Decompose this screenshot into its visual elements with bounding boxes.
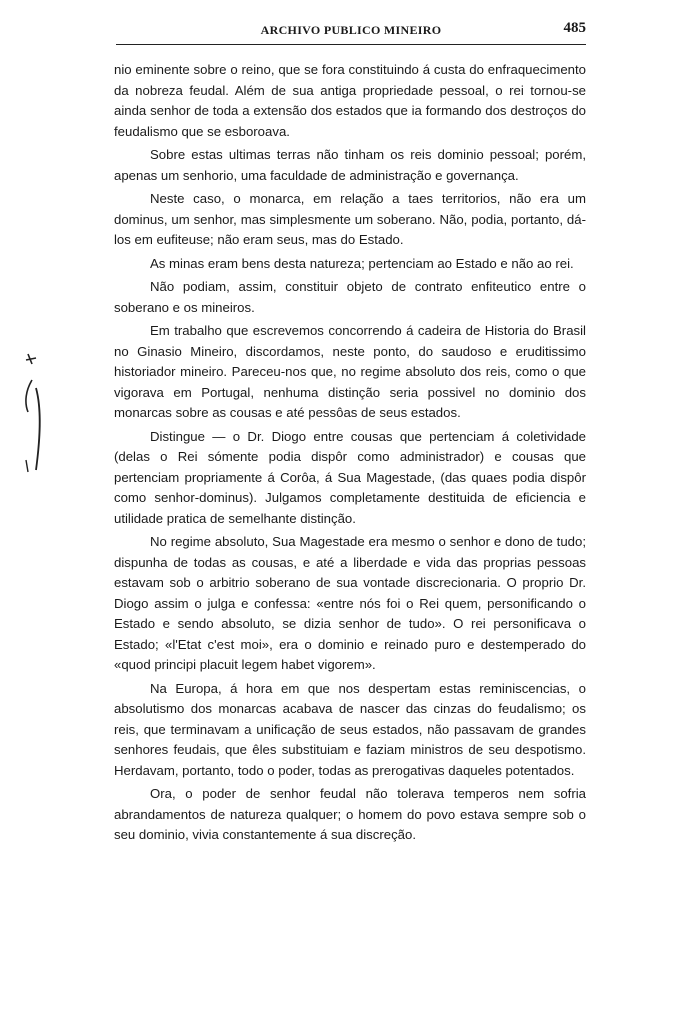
- paragraph: Ora, o poder de senhor feudal não tolerava temperos nem sofria abrandamentos de natureza qualquer; o homem do povo estava sempre sob o seu dominio, vivia constantemente á sua discreção.: [114, 786, 586, 842]
- paragraph: Não podiam, assim, constituir objeto de contrato enfiteutico entre o soberano e os mineiros.: [114, 279, 586, 315]
- paragraph: Na Europa, á hora em que nos despertam estas reminiscencias, o absolutismo dos monarcas acabava de nascer das cinzas do feudalismo; os reis, que terminavam a unificação de seus estados, não passavam de grandes senhores feudais, que êles substituiam e faziam ministros de seu despotismo. Herdavam, portanto, todo o poder, todas as prerogativas daqueles potentados.: [114, 680, 586, 778]
- page-number: 485: [563, 20, 586, 36]
- handwritten-bracket-mark-icon: [18, 350, 48, 480]
- page-header: [116, 20, 586, 45]
- paragraph: Distingue — o Dr. Diogo entre cousas que pertenciam á coletividade (delas o Rei sómente podia dispôr como administrador) e cousas que pertenciam propriamente á Corôa, á Sua Magestade, (das quaes podia dispôr como senhor-dominus). Julgamos completamente destituida de eficiencia e utilidade pratica de semelhante distinção.: [114, 428, 586, 526]
- paragraph: Em trabalho que escrevemos concorrendo á cadeira de Historia do Brasil no Ginasio Mineiro, discordamos, neste ponto, do saudoso e eruditissimo historiador mineiro. Pareceu-nos que, no regime absoluto dos reis, como o que vigorava em Portugal, nenhuma distinção seria possivel no dominio dos monarcas sobre as cousas e até pessôas de seus estados.: [114, 323, 586, 420]
- running-title: ARCHIVO PUBLICO MINEIRO: [260, 23, 442, 37]
- paragraph: nio eminente sobre o reino, que se fora constituindo á custa do enfraquecimento da nobreza feudal. Além de sua antiga propriedade pessoal, o rei tornou-se ainda senhor de toda a extensão dos estados que ia formando dos destroços do feudalismo que se esboroava.: [114, 62, 586, 139]
- paragraph: Sobre estas ultimas terras não tinham os reis dominio pessoal; porém, apenas um senhorio, uma faculdade de administração e governança.: [114, 147, 586, 183]
- paragraph: Neste caso, o monarca, em relação a taes territorios, não era um dominus, um senhor, mas simplesmente um soberano. Não, podia, portanto, dá-los em eufiteuse; não eram seus, mas do Estado.: [114, 191, 586, 247]
- paragraph: As minas eram bens desta natureza; pertenciam ao Estado e não ao rei.: [150, 255, 574, 271]
- body-text: [114, 60, 586, 849]
- paragraph: No regime absoluto, Sua Magestade era mesmo o senhor e dono de tudo; dispunha de todas as cousas, e até a liberdade e vida das proprias pessoas estavam sob o arbitrio soberano de sua vontade discrecionaria. O proprio Dr. Diogo assim o julga e confessa: «entre nós foi o Rei quem, personificando o Estado e sendo absoluto, se dizia senhor de tudo». O rei personificava o Estado; «l'Etat c'est moi», era o dominio e reinado puro e destemperado do «quod principi placuit legem habet vigorem».: [114, 534, 586, 672]
